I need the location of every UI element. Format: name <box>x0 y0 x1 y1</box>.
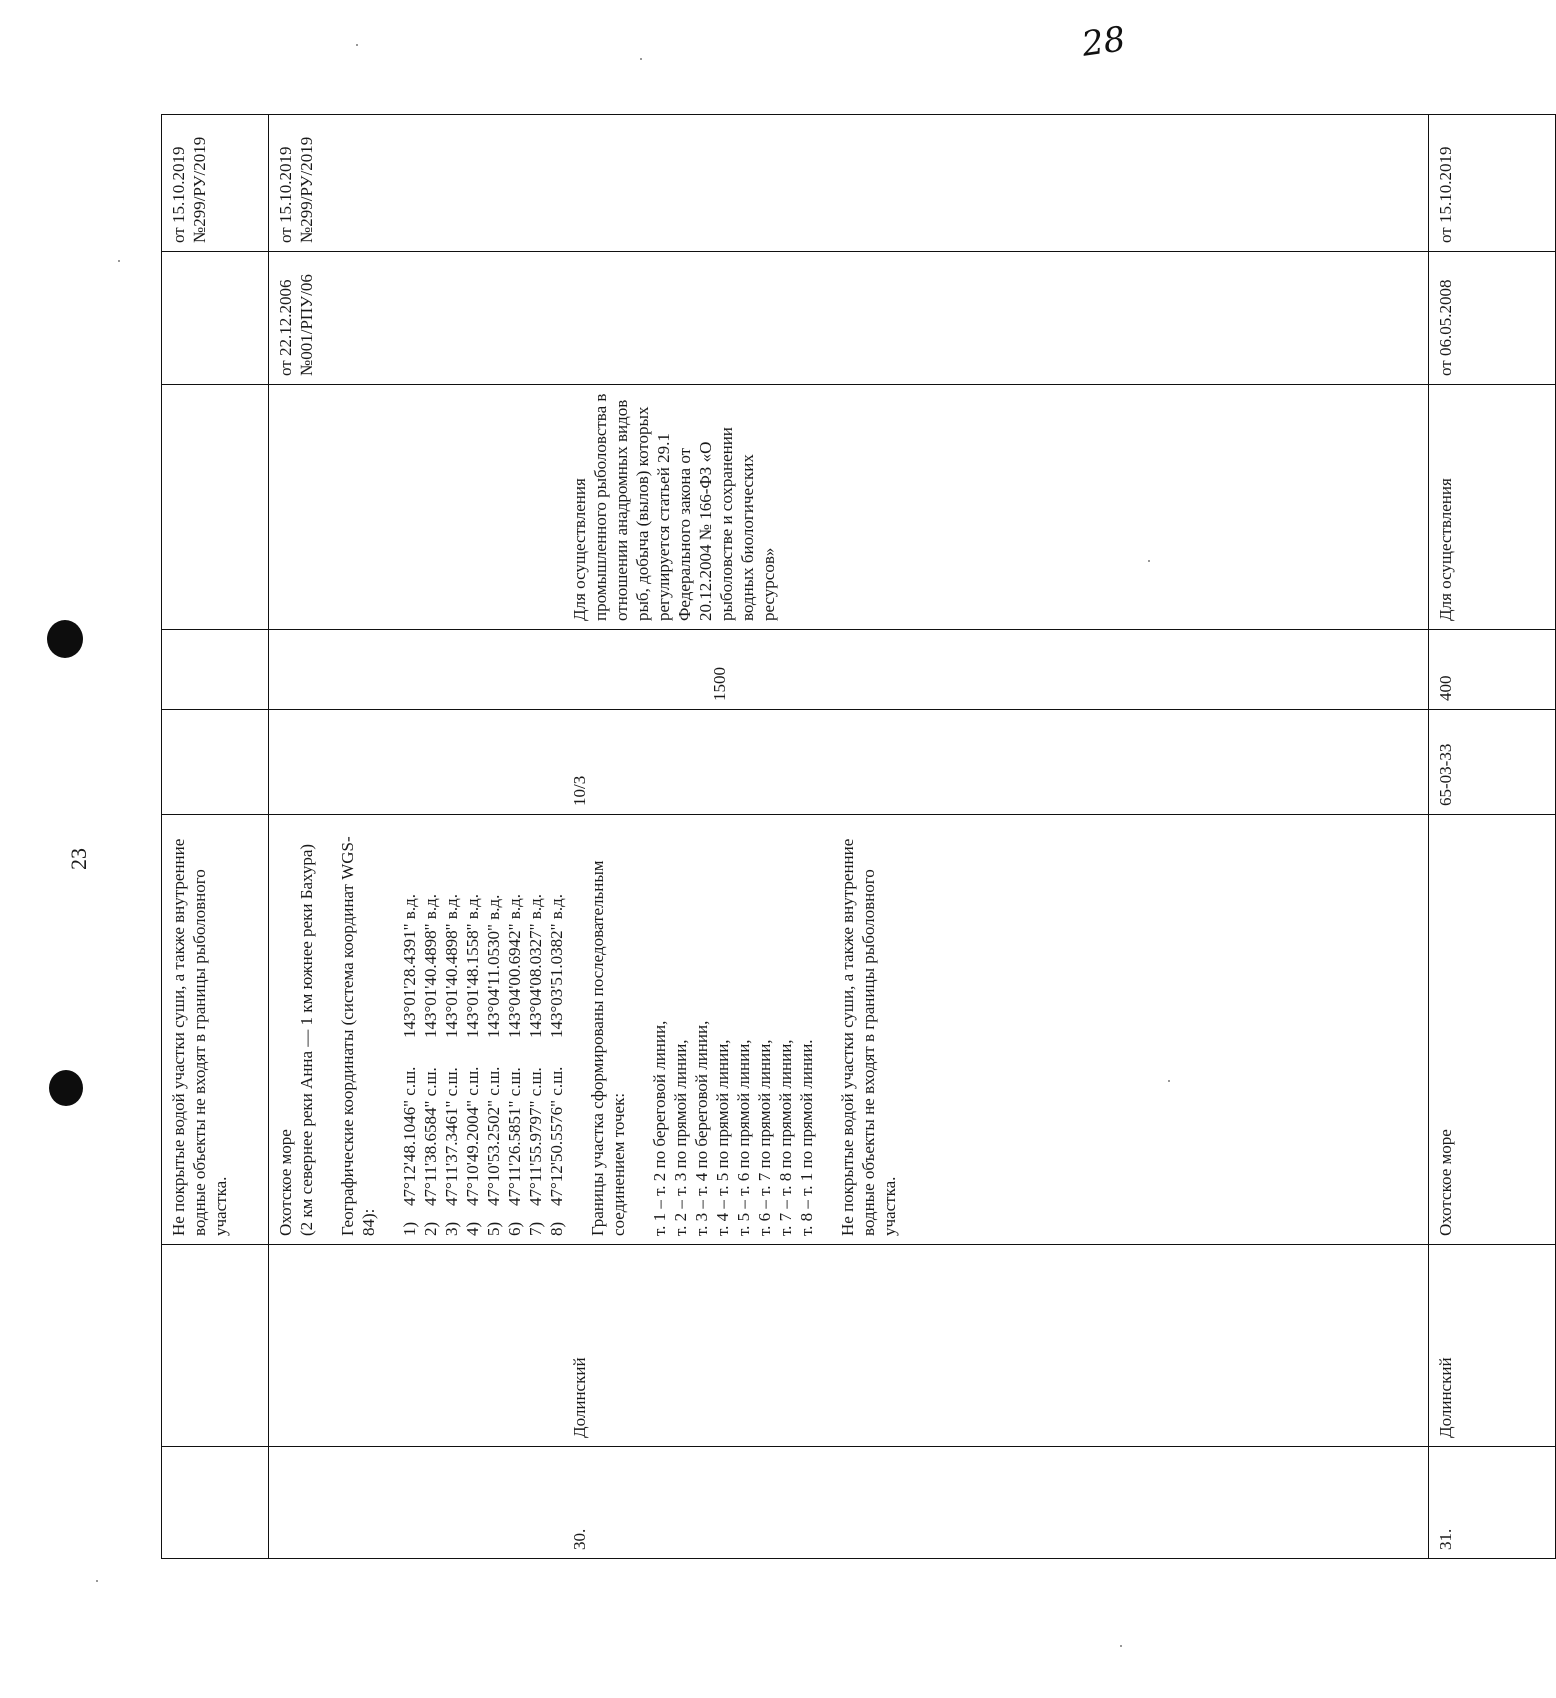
contract-date: от 15.10.2019 <box>169 146 188 243</box>
prev-contract-date: от 22.12.2006 <box>276 279 295 376</box>
cell-num <box>162 1447 269 1559</box>
cell-district <box>162 1245 269 1447</box>
boundary-segment: т. 2 – т. 3 по прямой линии, <box>671 1039 690 1236</box>
boundary-header: Границы участка сформированы последовательным соединением точек: <box>588 860 628 1236</box>
prev-contract-date: от 06.05.2008 <box>1436 279 1455 376</box>
coordinate-point: 4)47°10'49.2004" с.ш.143°01'48.1558" в.д. <box>463 894 482 1236</box>
cell-area <box>1429 630 1556 710</box>
boundary-segment: т. 5 – т. 6 по прямой линии, <box>734 1039 753 1236</box>
contract-date: от 15.10.2019 <box>276 146 295 243</box>
cell-description <box>269 815 1429 1245</box>
coordinates-list <box>399 823 567 1236</box>
cell-purpose <box>162 385 269 630</box>
plot-area: 400 <box>1436 675 1455 701</box>
cell-num <box>269 1447 1429 1559</box>
boundary-segment: т. 4 – т. 5 по прямой линии, <box>713 1039 732 1236</box>
boundary-segment: т. 3 – т. 4 по береговой линии, <box>692 1020 711 1236</box>
plot-boundary-note: Не покрытые водой участки суши, а также внутренние водные объекты не входят в границы рыболовного участка. <box>169 838 230 1236</box>
cell-area <box>269 630 1429 710</box>
cell-num <box>1429 1447 1556 1559</box>
plot-number: 65-03-33 <box>1436 743 1455 806</box>
coordinate-point: 1)47°12'48.1046" с.ш.143°01'28.4391" в.д. <box>400 894 419 1236</box>
scan-speck <box>356 44 358 46</box>
plot-purpose: Для осуществления <box>1436 478 1455 621</box>
cell-plot-number <box>162 710 269 815</box>
cell-contract <box>1429 115 1556 252</box>
cell-district <box>269 1245 1429 1447</box>
fishing-plots-table <box>161 136 1455 1559</box>
coordinate-point: 8)47°12'50.5576" с.ш.143°03'51.0382" в.д. <box>547 894 566 1236</box>
scan-speck <box>96 1580 98 1582</box>
district-name: Долинский <box>570 1357 589 1438</box>
boundary-segment: т. 1 – т. 2 по береговой линии, <box>650 1020 669 1236</box>
cell-prev-contract <box>269 252 1429 385</box>
plot-area: 1500 <box>710 667 729 701</box>
cell-purpose <box>1429 385 1556 630</box>
table-row-30 <box>269 115 1429 1559</box>
cell-district <box>1429 1245 1556 1447</box>
coordinate-point: 6)47°11'26.5851" с.ш.143°04'00.6942" в.д. <box>505 894 524 1236</box>
table-row-continued <box>162 115 269 1559</box>
table-row-31 <box>1429 115 1556 1559</box>
plot-number: 10/3 <box>570 775 589 806</box>
plot-boundary-note: Не покрытые водой участки суши, а также внутренние водные объекты не входят в границы рыболовного участка. <box>838 838 899 1236</box>
boundary-segments <box>649 823 817 1236</box>
contract-number: №299/РУ/2019 <box>190 136 209 243</box>
cell-area <box>162 630 269 710</box>
cell-contract <box>162 115 269 252</box>
coordinate-point: 7)47°11'55.9797" с.ш.143°04'08.0327" в.д. <box>526 894 545 1236</box>
contract-number: №299/РУ/2019 <box>297 136 316 243</box>
punch-hole-upper <box>47 620 83 658</box>
cell-contract <box>269 115 1429 252</box>
coordinate-point: 2)47°11'38.6584" с.ш.143°01'40.4898" в.д. <box>421 894 440 1236</box>
boundary-segment: т. 8 – т. 1 по прямой линии. <box>797 1039 816 1236</box>
coordinates-header: Географические координаты (система координат WGS-84): <box>338 836 378 1236</box>
row-number: 31. <box>1436 1528 1455 1550</box>
coordinate-point: 3)47°11'37.3461" с.ш.143°01'40.4898" в.д. <box>442 894 461 1236</box>
district-name: Долинский <box>1436 1357 1455 1438</box>
handwritten-signature: 28 <box>1079 19 1128 65</box>
water-body: Охотское море <box>1436 1129 1455 1236</box>
scan-speck <box>1120 1645 1122 1647</box>
cell-plot-number <box>269 710 1429 815</box>
row-number: 30. <box>570 1528 589 1550</box>
plot-purpose: Для осуществления промышленного рыболовства в отношении анадромных видов рыб, добыча (вылов) которых регулируется статьей 29.1 Федерального закона от 20.12.2004 № 166-ФЗ «О рыболовстве и сохранении водных биологических ресурсов» <box>570 393 778 621</box>
water-body: Охотское море <box>276 1129 295 1236</box>
contract-date: от 15.10.2019 <box>1436 146 1455 243</box>
page-number: 23 <box>66 848 91 870</box>
cell-purpose <box>269 385 1429 630</box>
prev-contract-number: №001/РПУ/06 <box>297 274 316 376</box>
scan-speck <box>640 58 642 60</box>
cell-prev-contract <box>162 252 269 385</box>
cell-description <box>1429 815 1556 1245</box>
scan-speck <box>118 260 120 262</box>
cell-plot-number <box>1429 710 1556 815</box>
boundary-segment: т. 7 – т. 8 по прямой линии, <box>776 1039 795 1236</box>
coordinate-point: 5)47°10'53.2502" с.ш.143°04'11.0530" в.д. <box>484 894 503 1236</box>
cell-prev-contract <box>1429 252 1556 385</box>
punch-hole-lower <box>49 1070 83 1106</box>
plot-location: (2 км севернее реки Анна — 1 км южнее реки Бахура) <box>297 843 316 1236</box>
boundary-segment: т. 6 – т. 7 по прямой линии, <box>755 1039 774 1236</box>
cell-description <box>162 815 269 1245</box>
